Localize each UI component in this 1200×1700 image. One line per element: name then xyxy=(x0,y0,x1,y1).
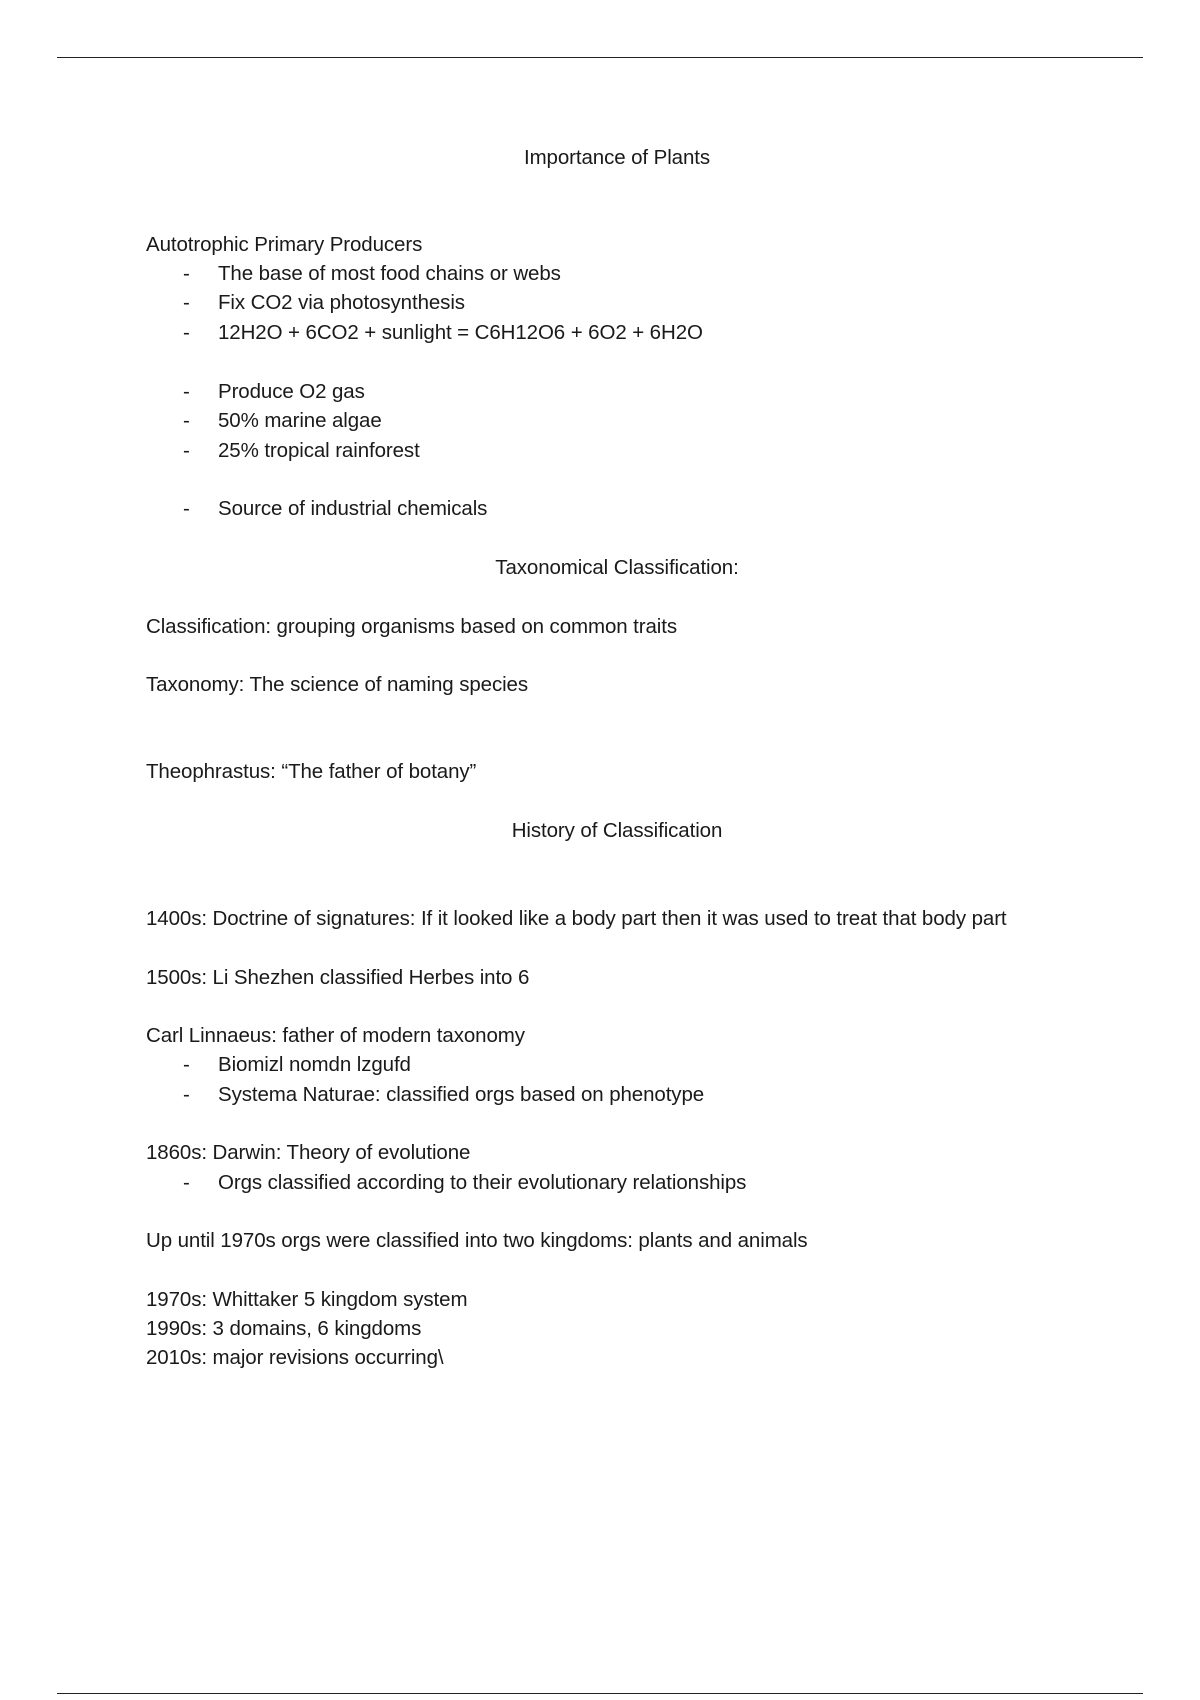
bottom-rule xyxy=(57,1693,1143,1694)
bullet-marker: - xyxy=(183,409,190,432)
list-item: 12H2O + 6CO2 + sunlight = C6H12O6 + 6O2 + 6H2O xyxy=(218,321,703,344)
timeline-item: 1990s: 3 domains, 6 kingdoms xyxy=(146,1317,422,1340)
bullet-marker: - xyxy=(183,1171,190,1194)
bullet-marker: - xyxy=(183,380,190,403)
bullet-marker: - xyxy=(183,1053,190,1076)
list-item: Orgs classified according to their evolutionary relationships xyxy=(218,1171,747,1194)
section-title-taxonomy: Taxonomical Classification: xyxy=(495,556,739,579)
heading-autotrophic: Autotrophic Primary Producers xyxy=(146,233,423,256)
history-1400s: 1400s: Doctrine of signatures: If it looked like a body part then it was used to treat that body part xyxy=(146,907,1007,930)
timeline-item: 2010s: major revisions occurring\ xyxy=(146,1346,444,1369)
timeline-item: 1970s: Whittaker 5 kingdom system xyxy=(146,1288,468,1311)
top-rule xyxy=(57,57,1143,58)
history-1500s: 1500s: Li Shezhen classified Herbes into 6 xyxy=(146,966,530,989)
list-item: The base of most food chains or webs xyxy=(218,262,561,285)
section-title-importance: Importance of Plants xyxy=(523,146,710,169)
theophrastus-note: Theophrastus: “The father of botany” xyxy=(146,760,477,783)
history-linnaeus: Carl Linnaeus: father of modern taxonomy xyxy=(146,1024,525,1047)
classification-definition: Classification: grouping organisms based on common traits xyxy=(146,615,677,638)
list-item: Source of industrial chemicals xyxy=(218,497,488,520)
bullet-marker: - xyxy=(183,439,190,462)
bullet-marker: - xyxy=(183,321,190,344)
list-item: Fix CO2 via photosynthesis xyxy=(218,291,465,314)
bullet-marker: - xyxy=(183,1083,190,1106)
list-item: Systema Naturae: classified orgs based on phenotype xyxy=(218,1083,705,1106)
bullet-marker: - xyxy=(183,291,190,314)
section-title-history: History of Classification xyxy=(511,819,723,842)
list-item: 25% tropical rainforest xyxy=(218,439,420,462)
history-two-kingdoms: Up until 1970s orgs were classified into two kingdoms: plants and animals xyxy=(146,1229,808,1252)
bullet-marker: - xyxy=(183,497,190,520)
list-item: 50% marine algae xyxy=(218,409,382,432)
history-darwin: 1860s: Darwin: Theory of evolutione xyxy=(146,1141,471,1164)
taxonomy-definition: Taxonomy: The science of naming species xyxy=(146,673,529,696)
bullet-marker: - xyxy=(183,262,190,285)
list-item: Produce O2 gas xyxy=(218,380,365,403)
list-item: Biomizl nomdn lzgufd xyxy=(218,1053,411,1076)
